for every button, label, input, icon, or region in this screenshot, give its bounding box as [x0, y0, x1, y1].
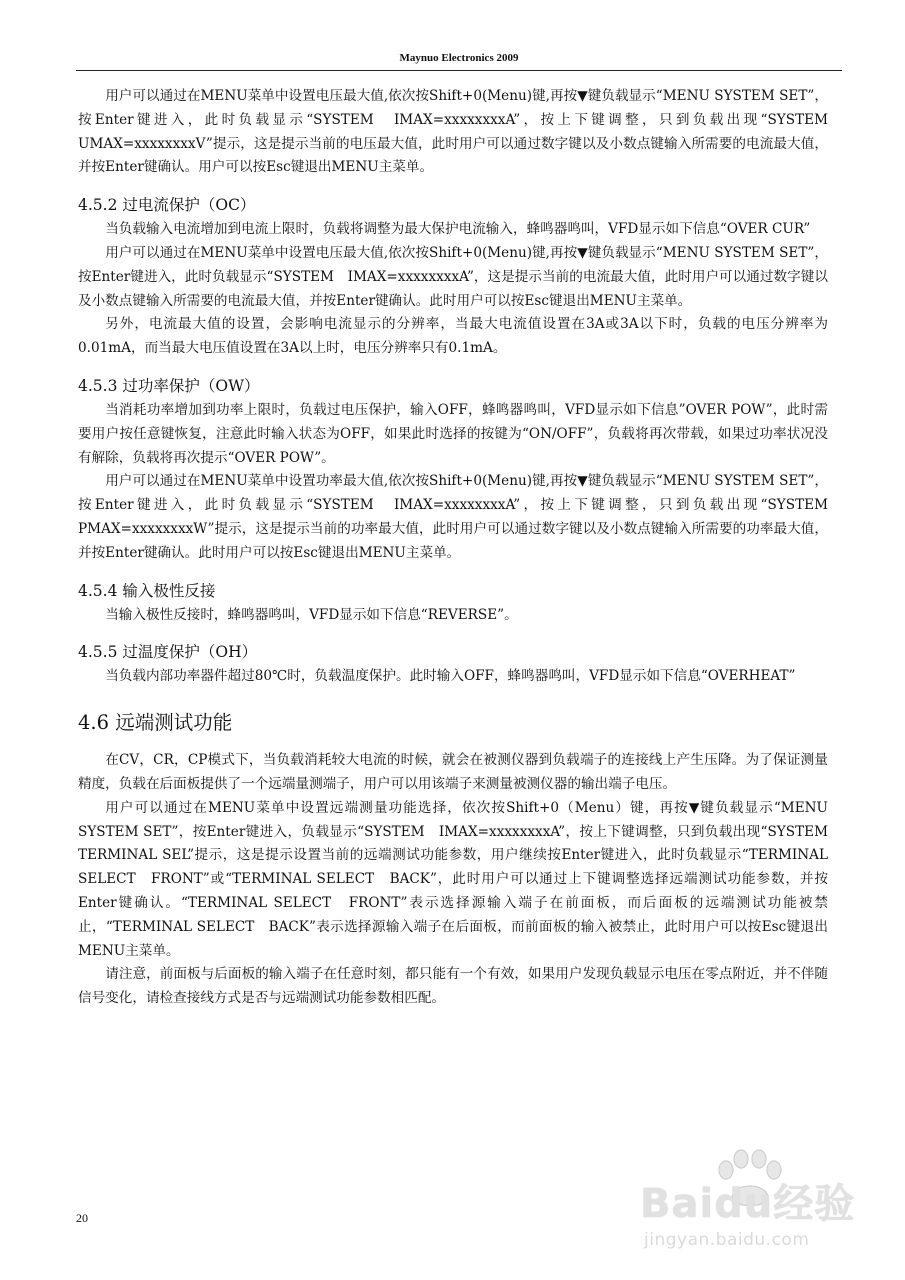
intro-paragraph: 用户可以通过在MENU菜单中设置电压最大值,依次按Shift+0(Menu)键,再按▼键负载显示“MENU SYSTEM SET”，按Enter键进入，此时负载显示“SYSTEM IMAX=xxxxxxxxA”，按上下键调整，只到负载出现“SYSTEM UMAX=xxxxxxxxV”提示，这是提示当前的电压最大值，此时用户可以通过数字键以及小数点键输入所需要的电流最大值，并按Enter键确认。用户可以按Esc键退出MENU主菜单。: [78, 88, 828, 176]
paragraph: 另外，电流最大值的设置，会影响电流显示的分辨率，当最大电流值设置在3A或3A以下时，负载的电压分辨率为0.01mA，而当最大电压值设置在3A以上时，电压分辨率只有0.1mA。: [78, 316, 828, 357]
paragraph: 当负载输入电流增加到电流上限时，负载将调整为最大保护电流输入，蜂鸣器鸣叫，VFD显示如下信息“OVER CUR”: [105, 221, 811, 238]
heading-4-6: 4.6 远端测试功能: [78, 711, 233, 735]
page-header: Maynuo Electronics 2009: [399, 52, 519, 64]
paragraph: 在CV，CR，CP模式下，当负载消耗较大电流的时候，就会在被测仪器到负载端子的连接线上产生压降。为了保证测量精度，负载在后面板提供了一个远端量测端子，用户可以用该端子来测量被测仪器的输出端子电压。: [78, 752, 828, 792]
paragraph: 当消耗功率增加到功率上限时，负载过电压保护，输入OFF，蜂鸣器鸣叫，VFD显示如下信息”OVER POW”，此时需要用户按任意键恢复，注意此时输入状态为OFF，如果此时选择的按键为“ON/OFF”，负载将再次带载，如果过功率状况没有解除，负载将再次提示“OVER POW”。: [78, 401, 828, 466]
heading-4-5-2: 4.5.2 过电流保护（OC）: [78, 196, 256, 215]
paragraph: 当输入极性反接时，蜂鸣器鸣叫，VFD显示如下信息“REVERSE”。: [105, 606, 518, 623]
paragraph: 用户可以通过在MENU菜单中设置远端测量功能选择，依次按Shift+0（Menu）键，再按▼键负载显示“MENU SYSTEM SET”，按Enter键进入，负载显示“SYSTEM IMAX=xxxxxxxxA”，按上下键调整，只到负载出现“SYSTEM TERMINAL SEL”提示，这是提示设置当前的远端测试功能参数，用户继续按Enter键进入，此时负载显示“TERMINAL SELECT FRONT”或“TERMINAL SELECT BACK”，此时用户可以通过上下键调整选择远端测试功能参数，并按Enter键确认。“TERMINAL SELECT FRONT”表示选择源输入端子在前面板，而后面板的远端测试功能被禁止，“TERMINAL SELECT BACK”表示选择源输入端子在后面板，而前面板的输入被禁止，此时用户可以按Esc键退出MENU主菜单。: [78, 799, 828, 959]
header-divider: [76, 70, 842, 71]
page-number: 20: [76, 1211, 88, 1225]
paragraph: 当负载内部功率器件超过80℃时，负载温度保护。此时输入OFF，蜂鸣器鸣叫，VFD显示如下信息“OVERHEAT”: [105, 668, 796, 685]
paragraph: 用户可以通过在MENU菜单中设置功率最大值,依次按Shift+0(Menu)键,再按▼键负载显示“MENU SYSTEM SET”，按Enter键进入，此时负载显示“SYSTEM IMAX=xxxxxxxxA”，按上下键调整，只到负载出现“SYSTEM PMAX=xxxxxxxxW”提示，这是提示当前的功率最大值，此时用户可以通过数字键以及小数点键输入所需要的功率最大值，并按Enter键确认。此时用户可以按Esc键退出MENU主菜单。: [78, 473, 828, 561]
watermark-url: jingyan.baidu.com: [644, 1230, 810, 1250]
paragraph: 请注意，前面板与后面板的输入端子在任意时刻，都只能有一个有效，如果用户发现负载显示电压在零点附近，并不伴随信号变化，请检查接线方式是否与远端测试功能参数相匹配。: [78, 966, 828, 1007]
heading-4-5-3: 4.5.3 过功率保护（OW）: [78, 376, 260, 395]
paragraph: 用户可以通过在MENU菜单中设置电压最大值,依次按Shift+0(Menu)键,再按▼键负载显示“MENU SYSTEM SET”，按Enter键进入，此时负载显示“SYSTEM IMAX=xxxxxxxxA”，这是提示当前的电流最大值，此时用户可以通过数字键以及小数点键输入所需要的电流最大值，并按Enter键确认。此时用户可以按Esc键退出MENU主菜单。: [78, 244, 828, 309]
document-body: [78, 85, 828, 1011]
heading-4-5-4: 4.5.4 输入极性反接: [78, 581, 216, 600]
watermark-logo-text: Baidu经验: [640, 1181, 856, 1227]
heading-4-5-5: 4.5.5 过温度保护（OH）: [78, 643, 258, 662]
baidu-jingyan-watermark: [640, 1148, 890, 1258]
